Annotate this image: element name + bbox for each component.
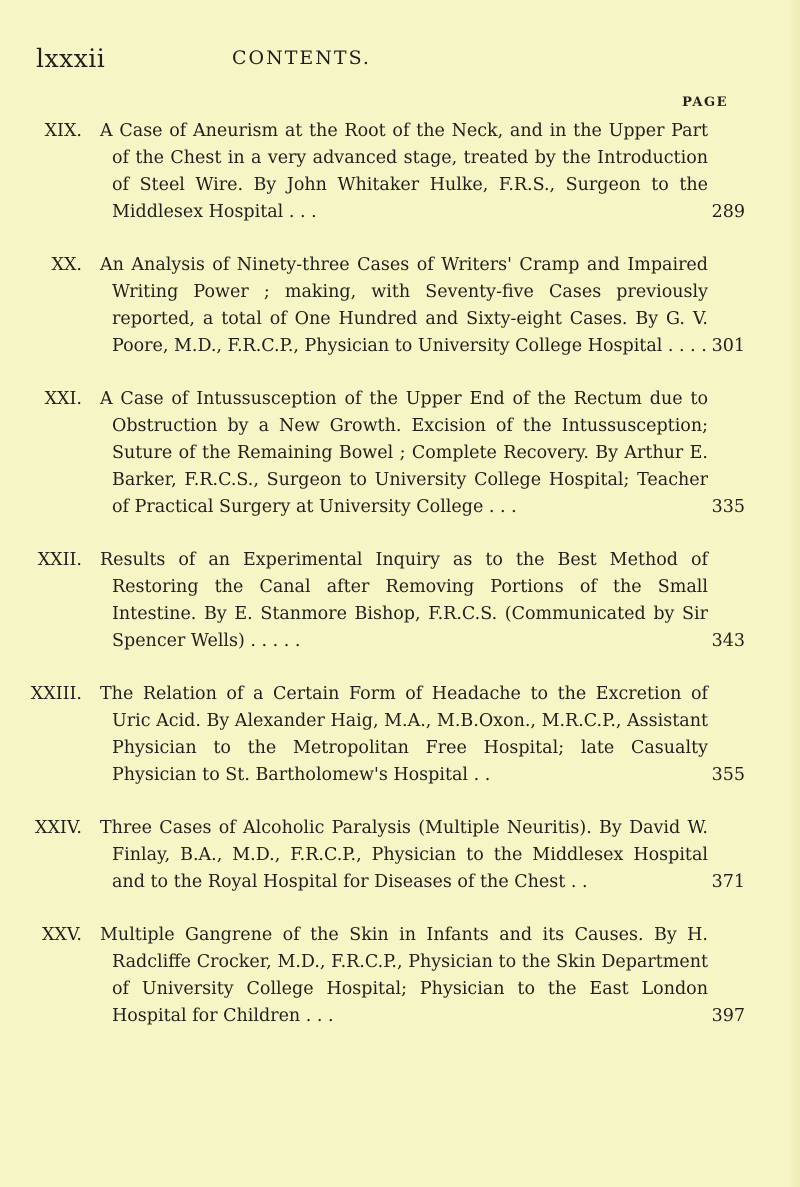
contents-entry-xx [0,252,800,360]
entry-page-number: 397 [711,1006,745,1026]
entry-text: Multiple Gangrene of the Skin in Infants and its Causes. By H. Radcliffe Crocker, M.D., F.R.C.P., Physician to the Skin Department of University College Hospital; Physician to the East London Hospital for Children . . . [100,925,708,1026]
entry-number: XXIV. [35,818,82,838]
entry-number: XXII. [37,550,82,570]
contents-entry-xxiv [0,815,800,896]
contents-list [0,118,800,1056]
contents-entry-xxv [0,922,800,1030]
contents-entry-xxiii [0,681,800,789]
entry-page-number: 289 [711,202,745,222]
entry-text: The Relation of a Certain Form of Headache to the Excretion of Uric Acid. By Alexander Haig, M.A., M.B.Oxon., M.R.C.P., Assistant Physician to the Metropolitan Free Hospital; late Casualty Physician to St. Bartholomew's Hospital . . [100,684,708,785]
page-folio: lxxxii [36,44,106,73]
entry-page-number: 371 [711,872,745,892]
entry-text: Results of an Experimental Inquiry as to the Best Method of Restoring the Canal after Removing Portions of the Small Intestine. By E. Stanmore Bishop, F.R.C.S. (Communicated by Sir Spencer Wells) . . . . . [100,550,708,651]
entry-number: XXIII. [30,684,82,704]
entry-number: XXI. [44,389,82,409]
entry-number: XXV. [41,925,82,945]
entry-number: XX. [51,255,82,275]
entry-text: An Analysis of Ninety-three Cases of Writers' Cramp and Impaired Writing Power ; making, with Seventy-five Cases previously reported, a total of One Hundred and Sixty-eight Cases. By G. V. Poore, M.D., F.R.C.P., Physician to University College Hospital . . . . [100,255,708,356]
entry-page-number: 343 [711,631,745,651]
entry-text: A Case of Aneurism at the Root of the Neck, and in the Upper Part of the Chest in a very advanced stage, treated by the Introduction of Steel Wire. By John Whitaker Hulke, F.R.S., Surgeon to the Middlesex Hospital . . . [100,121,708,222]
running-title: CONTENTS. [232,47,371,69]
page-column-label: PAGE [682,95,728,110]
entry-text: A Case of Intussusception of the Upper End of the Rectum due to Obstruction by a New Growth. Excision of the Intussusception; Suture of the Remaining Bowel ; Complete Recovery. By Arthur E. Barker, F.R.C.S., Surgeon to University College Hospital; Teacher of Practical Surgery at University College . . . [100,389,708,517]
entry-page-number: 355 [711,765,745,785]
entry-page-number: 301 [711,336,745,356]
contents-entry-xxi [0,386,800,521]
entry-number: XIX. [44,121,82,141]
entry-page-number: 335 [711,497,745,517]
running-head [0,44,800,80]
contents-entry-xix [0,118,800,226]
contents-entry-xxii [0,547,800,655]
entry-text: Three Cases of Alcoholic Paralysis (Multiple Neuritis). By David W. Finlay, B.A., M.D., F.R.C.P., Physician to the Middlesex Hospital and to the Royal Hospital for Diseases of the Chest . . [100,818,708,892]
